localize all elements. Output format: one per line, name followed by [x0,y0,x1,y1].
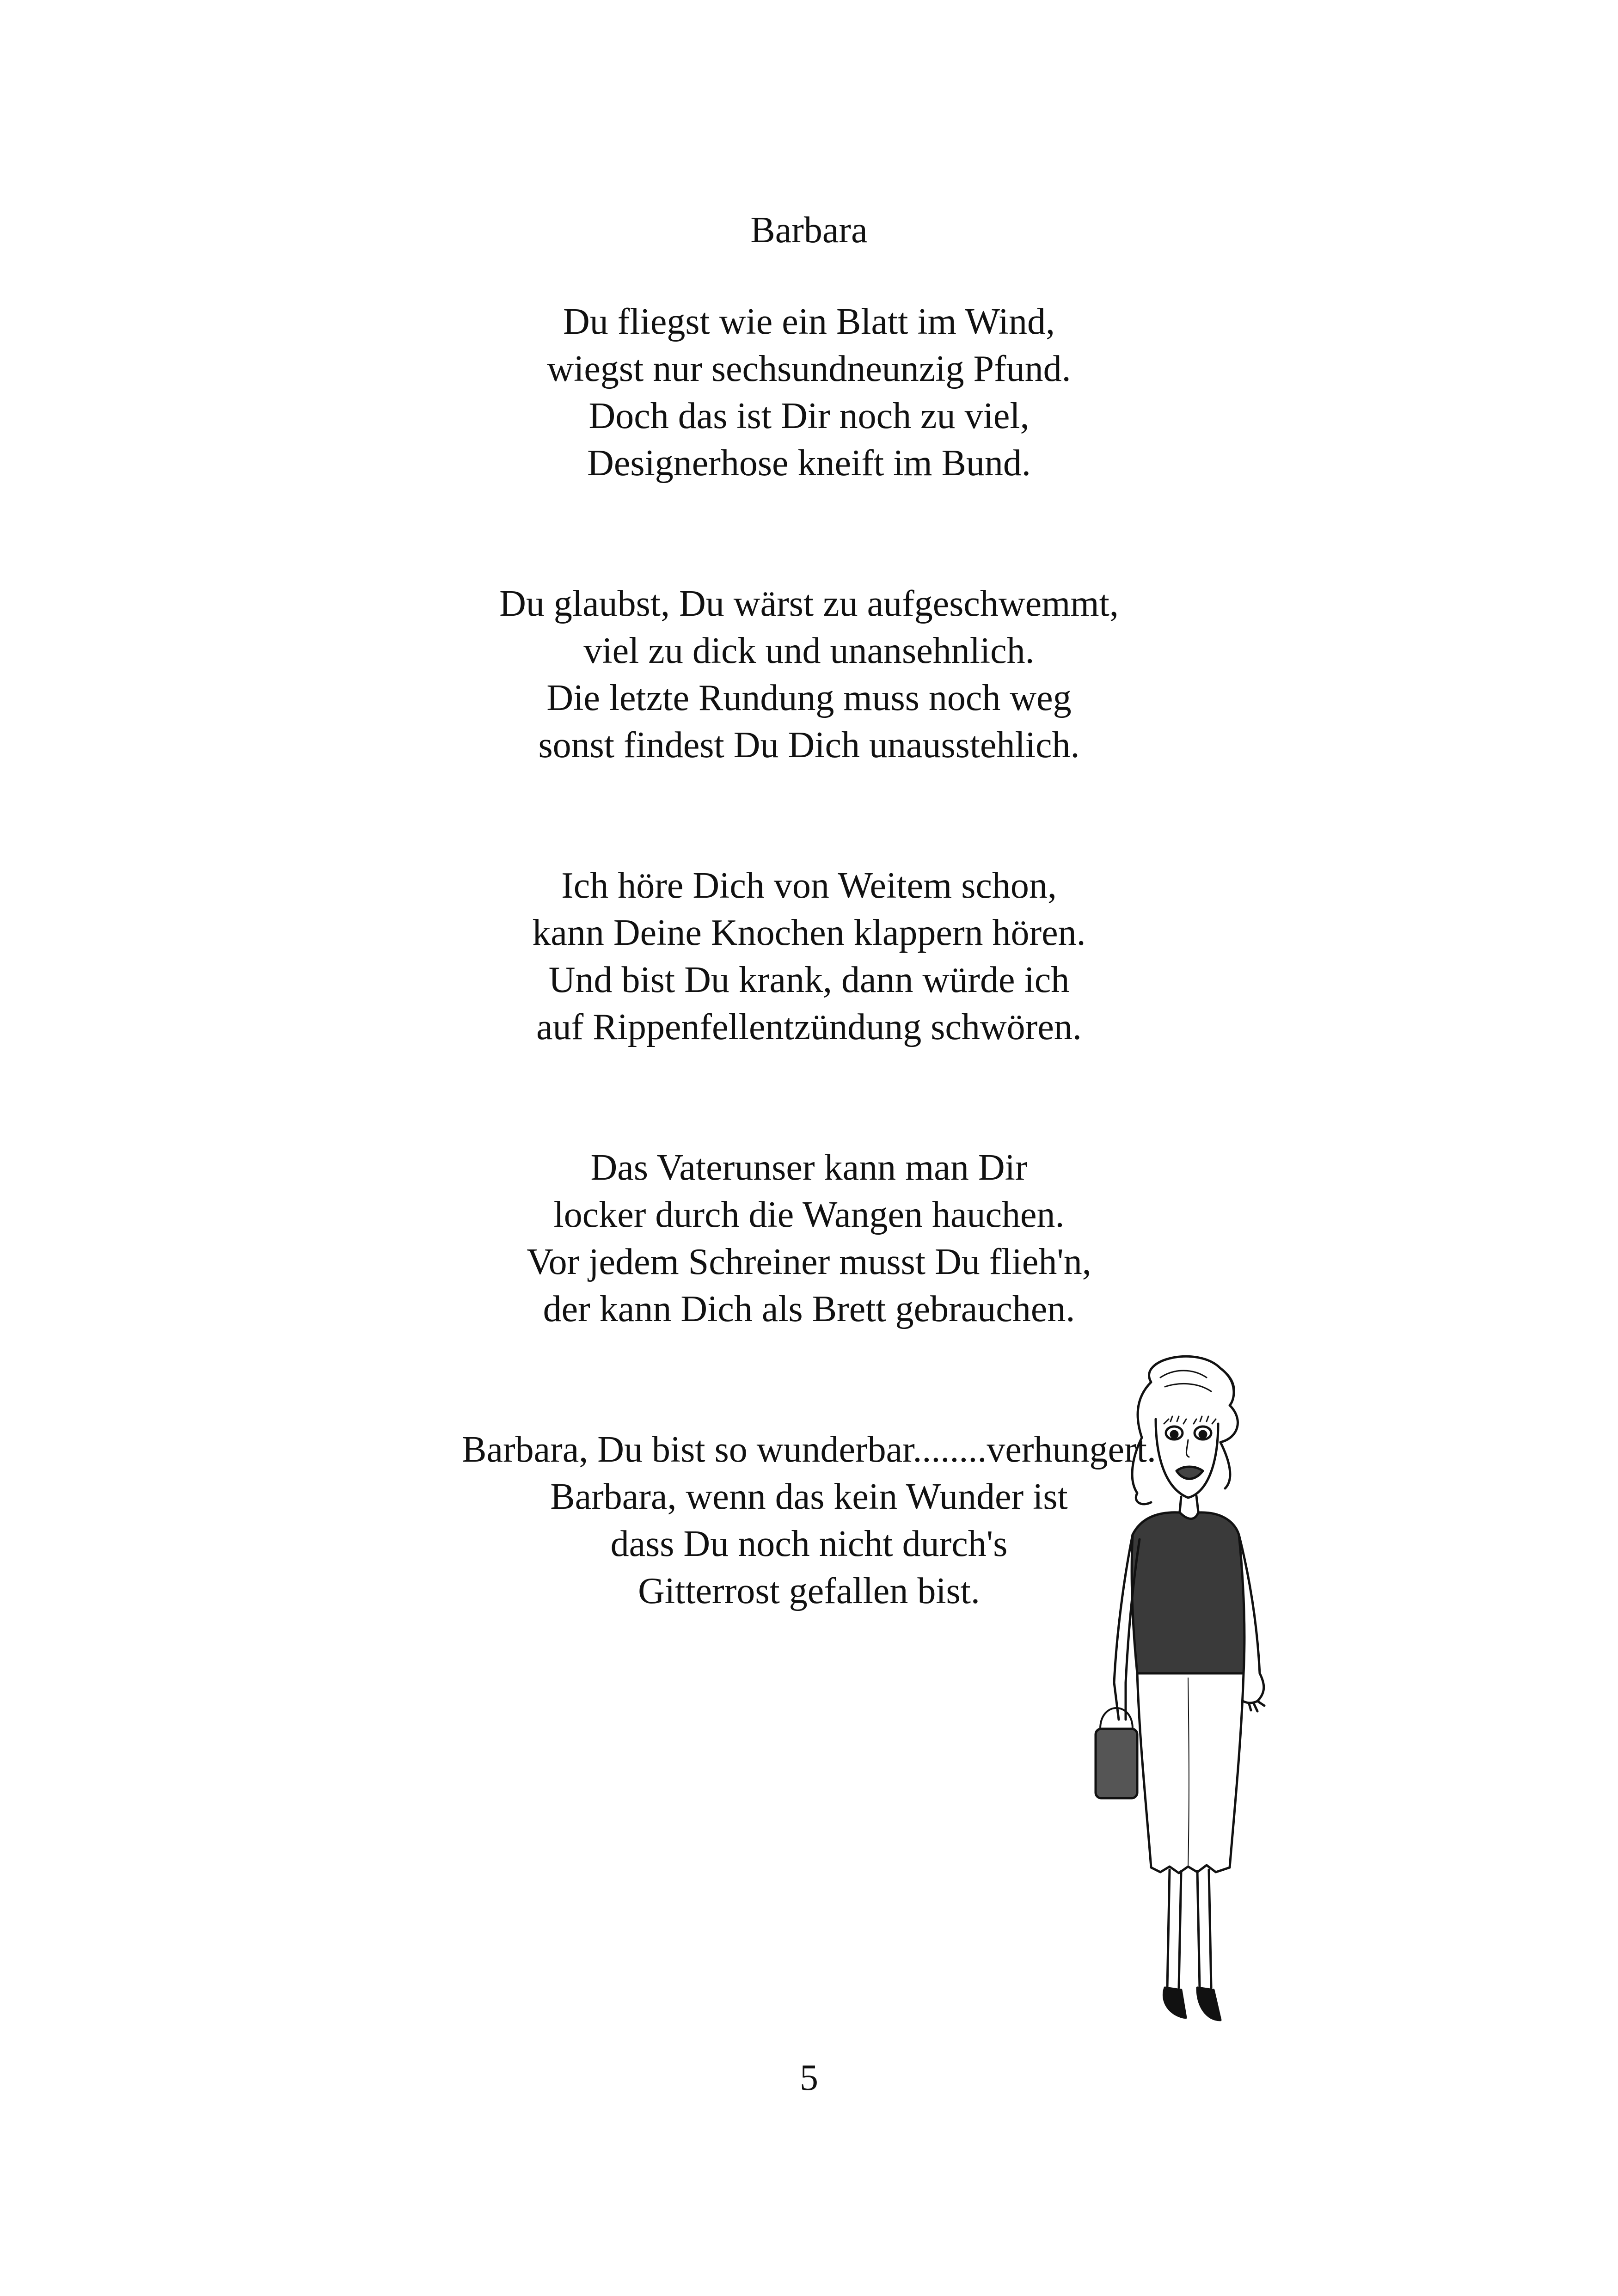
poem-title: Barbara [750,210,868,251]
poem-body [0,298,1618,1615]
poem-line: Du fliegst wie ein Blatt im Wind, [563,301,1055,342]
stanza [0,1144,1618,1333]
poem-line: viel zu dick und unansehnlich. [583,631,1035,671]
woman-caricature-illustration [1082,1350,1285,2034]
stanza [0,298,1618,487]
poem-line: Doch das ist Dir noch zu viel, [588,396,1030,436]
poem-line: Gitterrost gefallen bist. [638,1571,980,1611]
poem-line: sonst findest Du Dich unausstehlich. [538,725,1080,765]
poem-line: Barbara, wenn das kein Wunder ist [550,1476,1068,1517]
stanza [0,580,1618,769]
poem-line: kann Deine Knochen klappern hören. [532,912,1086,953]
stanza [0,862,1618,1051]
poem-line: Das Vaterunser kann man Dir [590,1147,1028,1188]
poem-line: Du glaubst, Du wärst zu aufgeschwemmt, [499,583,1119,624]
poem-line: dass Du noch nicht durch's [610,1524,1008,1564]
poem-line: Die letzte Rundung muss noch weg [546,678,1072,718]
poem-line: Und bist Du krank, dann würde ich [548,960,1070,1000]
poem-line: der kann Dich als Brett gebrauchen. [543,1289,1075,1329]
woman-caricature-icon [1082,1350,1285,2034]
poem-line: auf Rippenfellentzündung schwören. [536,1007,1082,1047]
stanza [0,1426,1618,1615]
page-number: 5 [800,2057,818,2098]
poem-line: Designerhose kneift im Bund. [587,443,1031,484]
poem-line: Barbara, Du bist so wunderbar........verhungert. [462,1429,1156,1470]
poem-line: locker durch die Wangen hauchen. [553,1194,1065,1235]
poem-line: Ich höre Dich von Weitem schon, [561,865,1057,906]
poem-line: wiegst nur sechsundneunzig Pfund. [547,349,1071,389]
poem-line: Vor jedem Schreiner musst Du flieh'n, [527,1242,1091,1282]
